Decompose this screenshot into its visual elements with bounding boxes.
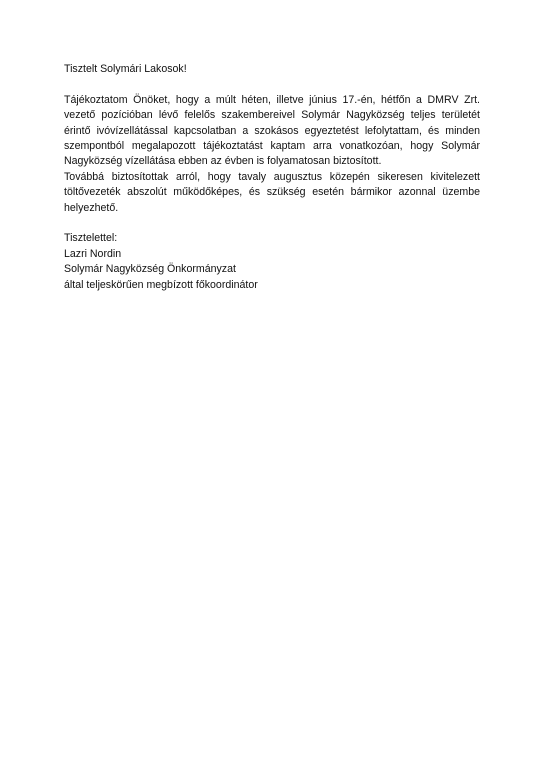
letter-greeting: Tisztelt Solymári Lakosok! — [64, 63, 187, 75]
signature-name: Lazri Nordin — [64, 247, 122, 260]
signature-title: által teljeskörűen megbízott főkoordinátor — [64, 278, 258, 291]
letter-body — [64, 62, 480, 293]
letter-paragraph-2: Továbbá biztosítottak arról, hogy tavaly augusztus közepén sikeresen kivitelezett töltővezeték abszolút működőképes, és szükség esetén bármikor azonnal üzembe helyezhető. — [64, 170, 480, 214]
letter-signature-block — [64, 231, 480, 293]
letter-closing: Tisztelettel: — [64, 232, 118, 245]
letter-paragraph-1: Tájékoztatom Önöket, hogy a múlt héten, illetve június 17.-én, hétfőn a DMRV Zrt. vezető pozícióban lévő felelős szakembereivel Solymár Nagyközség teljes területét érintő ivóvízellátással kapcsolatban a szokásos egyeztetést lefolytattam, és minden szempontból megalapozott tájékoztatást kaptam arra vonatkozóan, hogy Solymár Nagyközség vízellátása ebben az évben is folyamatosan biztosított. — [64, 93, 480, 168]
signature-organization: Solymár Nagyközség Önkormányzat — [64, 263, 236, 276]
